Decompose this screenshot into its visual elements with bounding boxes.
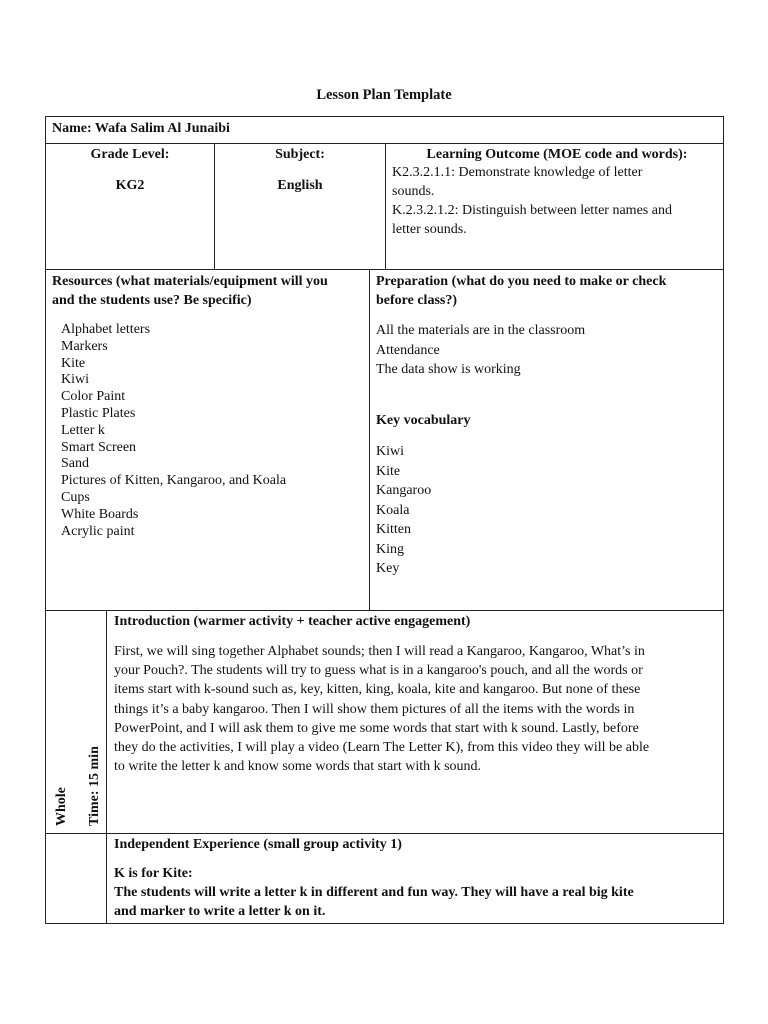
independent-subheading: K is for Kite:: [114, 866, 193, 881]
list-item: Attendance: [376, 342, 440, 358]
list-item: Kite: [61, 355, 86, 371]
list-item: Kite: [376, 463, 401, 479]
list-item: Kiwi: [376, 444, 404, 459]
list-item: Acrylic paint: [61, 523, 135, 539]
list-item: Kitten: [376, 522, 411, 537]
independent-heading: Independent Experience (small group activity 1): [114, 837, 402, 852]
list-item: Smart Screen: [61, 439, 137, 455]
list-item: Koala: [376, 502, 410, 518]
list-item: Key: [376, 561, 400, 576]
learning-outcome-label: Learning Outcome (MOE code and words):: [426, 147, 688, 162]
list-item: Kangaroo: [376, 483, 432, 498]
preparation-heading: Preparation (what do you need to make or check before class?): [376, 274, 667, 308]
independent-text: The students will write a letter k in different and fun way. They will have a real big kite and marker to write a letter k on it.: [114, 885, 634, 920]
key-vocabulary-list: [376, 442, 431, 579]
introduction-text: First, we will sing together Alphabet sounds; then I will read a Kangaroo, Kangaroo, What’s in your Pouch?. The students will try to guess what is in a kangaroo's pouch, and all the words or items start with k-sound such as, key, kitten, king, koala, kite and kangaroo. But none of these things it’s a baby kangaroo. Then I will show them pictures of all the items with the words in PowerPoint, and I will ask them to give me some words that start with k sound. Lastly, before they do the activities, I will play a video (Learn The Letter K), from this video they will be able to write the letter k and know some words that start with k sound.: [114, 644, 650, 775]
side-label-whole: Whole: [54, 787, 69, 826]
grade-level-value: KG2: [115, 178, 145, 193]
teacher-name: Name: Wafa Salim Al Junaibi: [52, 121, 230, 136]
list-item: Letter k: [61, 422, 105, 438]
list-item: Kiwi: [61, 372, 89, 388]
introduction-heading: Introduction (warmer activity + teacher active engagement): [114, 614, 471, 629]
resources-heading: Resources (what materials/equipment will you and the students use? Be specific): [52, 274, 328, 308]
list-item: King: [376, 541, 404, 557]
resources-list: [61, 322, 286, 540]
preparation-list: [376, 321, 585, 380]
list-item: Pictures of Kitten, Kangaroo, and Koala: [61, 473, 287, 489]
list-item: Alphabet letters: [61, 322, 151, 337]
list-item: The data show is working: [376, 362, 521, 377]
list-item: White Boards: [61, 506, 139, 522]
grade-level-label: Grade Level:: [90, 147, 170, 162]
list-item: Cups: [61, 489, 90, 505]
document-title: Lesson Plan Template: [316, 87, 452, 103]
side-label-time: Time: 15 min: [87, 746, 102, 826]
learning-outcome-list: K2.3.2.1.1: Demonstrate knowledge of letter sounds. K.2.3.2.1.2: Distinguish between letter names and letter sounds.: [392, 165, 672, 237]
list-item: Markers: [61, 338, 108, 354]
list-item: Color Paint: [61, 389, 126, 405]
key-vocabulary-heading: Key vocabulary: [376, 413, 471, 428]
list-item: Plastic Plates: [61, 405, 136, 421]
list-item: Sand: [61, 456, 89, 472]
subject-value: English: [277, 178, 323, 193]
list-item: All the materials are in the classroom: [376, 323, 586, 338]
subject-label: Subject:: [275, 147, 325, 162]
